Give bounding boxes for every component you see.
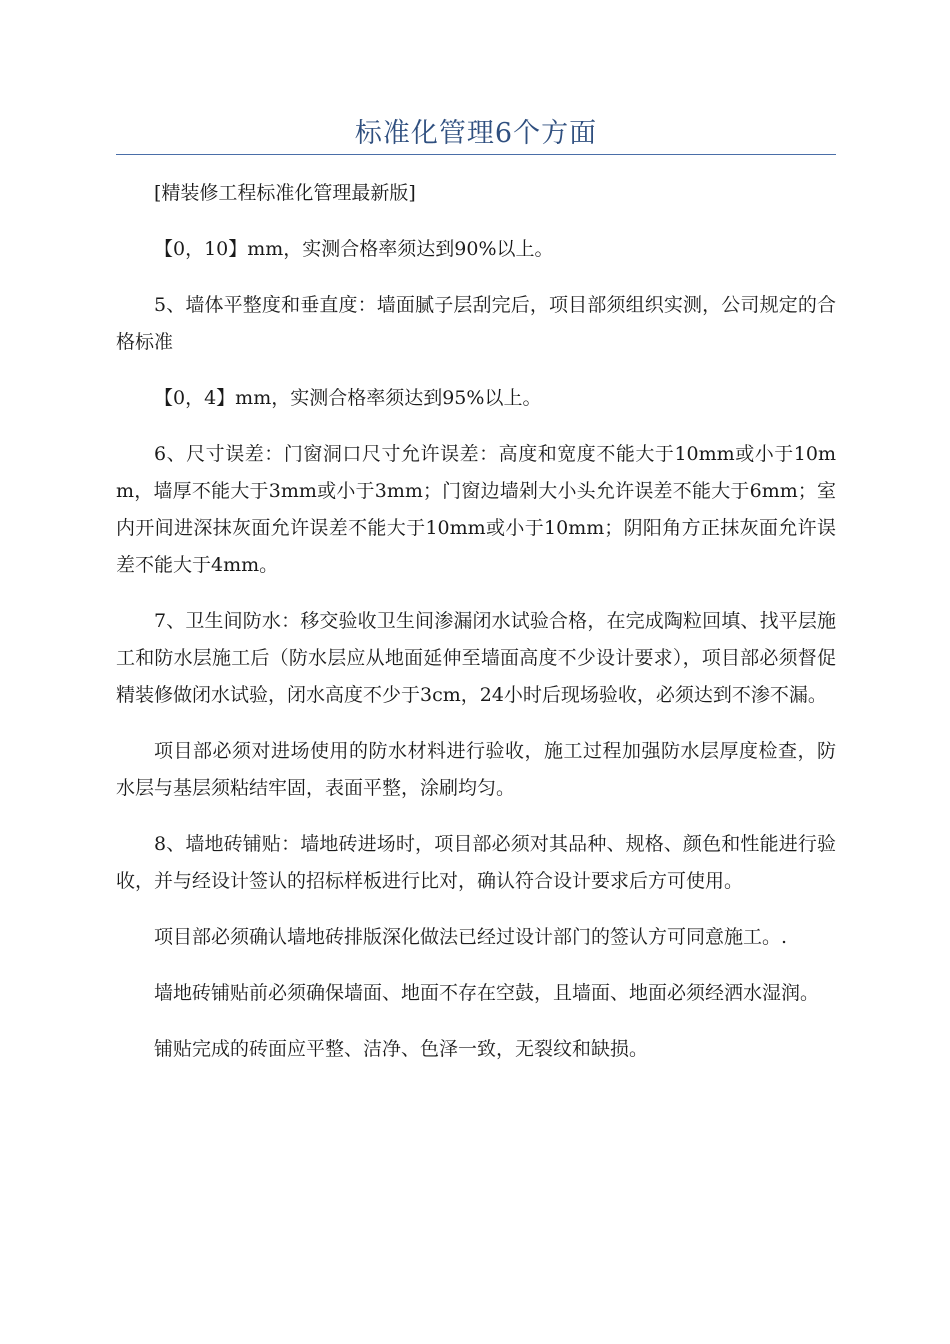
paragraph: 铺贴完成的砖面应平整、洁净、色泽一致，无裂纹和缺损。 xyxy=(154,1038,649,1060)
paragraph: 5、墙体平整度和垂直度：墙面腻子层刮完后，项目部须组织实测，公司规定的合格标准 xyxy=(116,294,836,353)
document-title: 标准化管理6个方面 xyxy=(354,118,598,149)
paragraph: 7、卫生间防水：移交验收卫生间渗漏闭水试验合格，在完成陶粒回填、找平层施工和防水层施工后（防水层应从地面延伸至墙面高度不少设计要求），项目部必须督促精装修做闭水试验，闭水高度不少于3cm，24小时后现场验收，必须达到不渗不漏。 xyxy=(116,610,836,706)
paragraph: 【0，10】mm，实测合格率须达到90%以上。 xyxy=(154,238,554,260)
paragraph: 【0，4】mm，实测合格率须达到95%以上。 xyxy=(154,387,542,409)
paragraph-subtitle: [精装修工程标准化管理最新版] xyxy=(154,182,416,204)
paragraph: 墙地砖铺贴前必须确保墙面、地面不存在空鼓，且墙面、地面必须经洒水湿润。 xyxy=(154,982,820,1004)
paragraph: 项目部必须确认墙地砖排版深化做法已经过设计部门的签认方可同意施工。. xyxy=(154,926,788,948)
paragraph: 项目部必须对进场使用的防水材料进行验收，施工过程加强防水层厚度检查，防水层与基层须粘结牢固，表面平整，涂刷均匀。 xyxy=(116,740,836,799)
paragraph: 6、尺寸误差：门窗洞口尺寸允许误差：高度和宽度不能大于10mm或小于10mm，墙厚不能大于3mm或小于3mm；门窗边墙剁大小头允许误差不能大于6mm；室内开间进深抹灰面允许误差不能大于10mm或小于10mm；阴阳角方正抹灰面允许误差不能大于4mm。 xyxy=(116,443,836,576)
document-body xyxy=(116,175,836,1087)
paragraph: 8、墙地砖铺贴：墙地砖进场时，项目部必须对其品种、规格、颜色和性能进行验收，并与经设计签认的招标样板进行比对，确认符合设计要求后方可使用。 xyxy=(116,833,836,892)
title-underline xyxy=(116,154,836,155)
